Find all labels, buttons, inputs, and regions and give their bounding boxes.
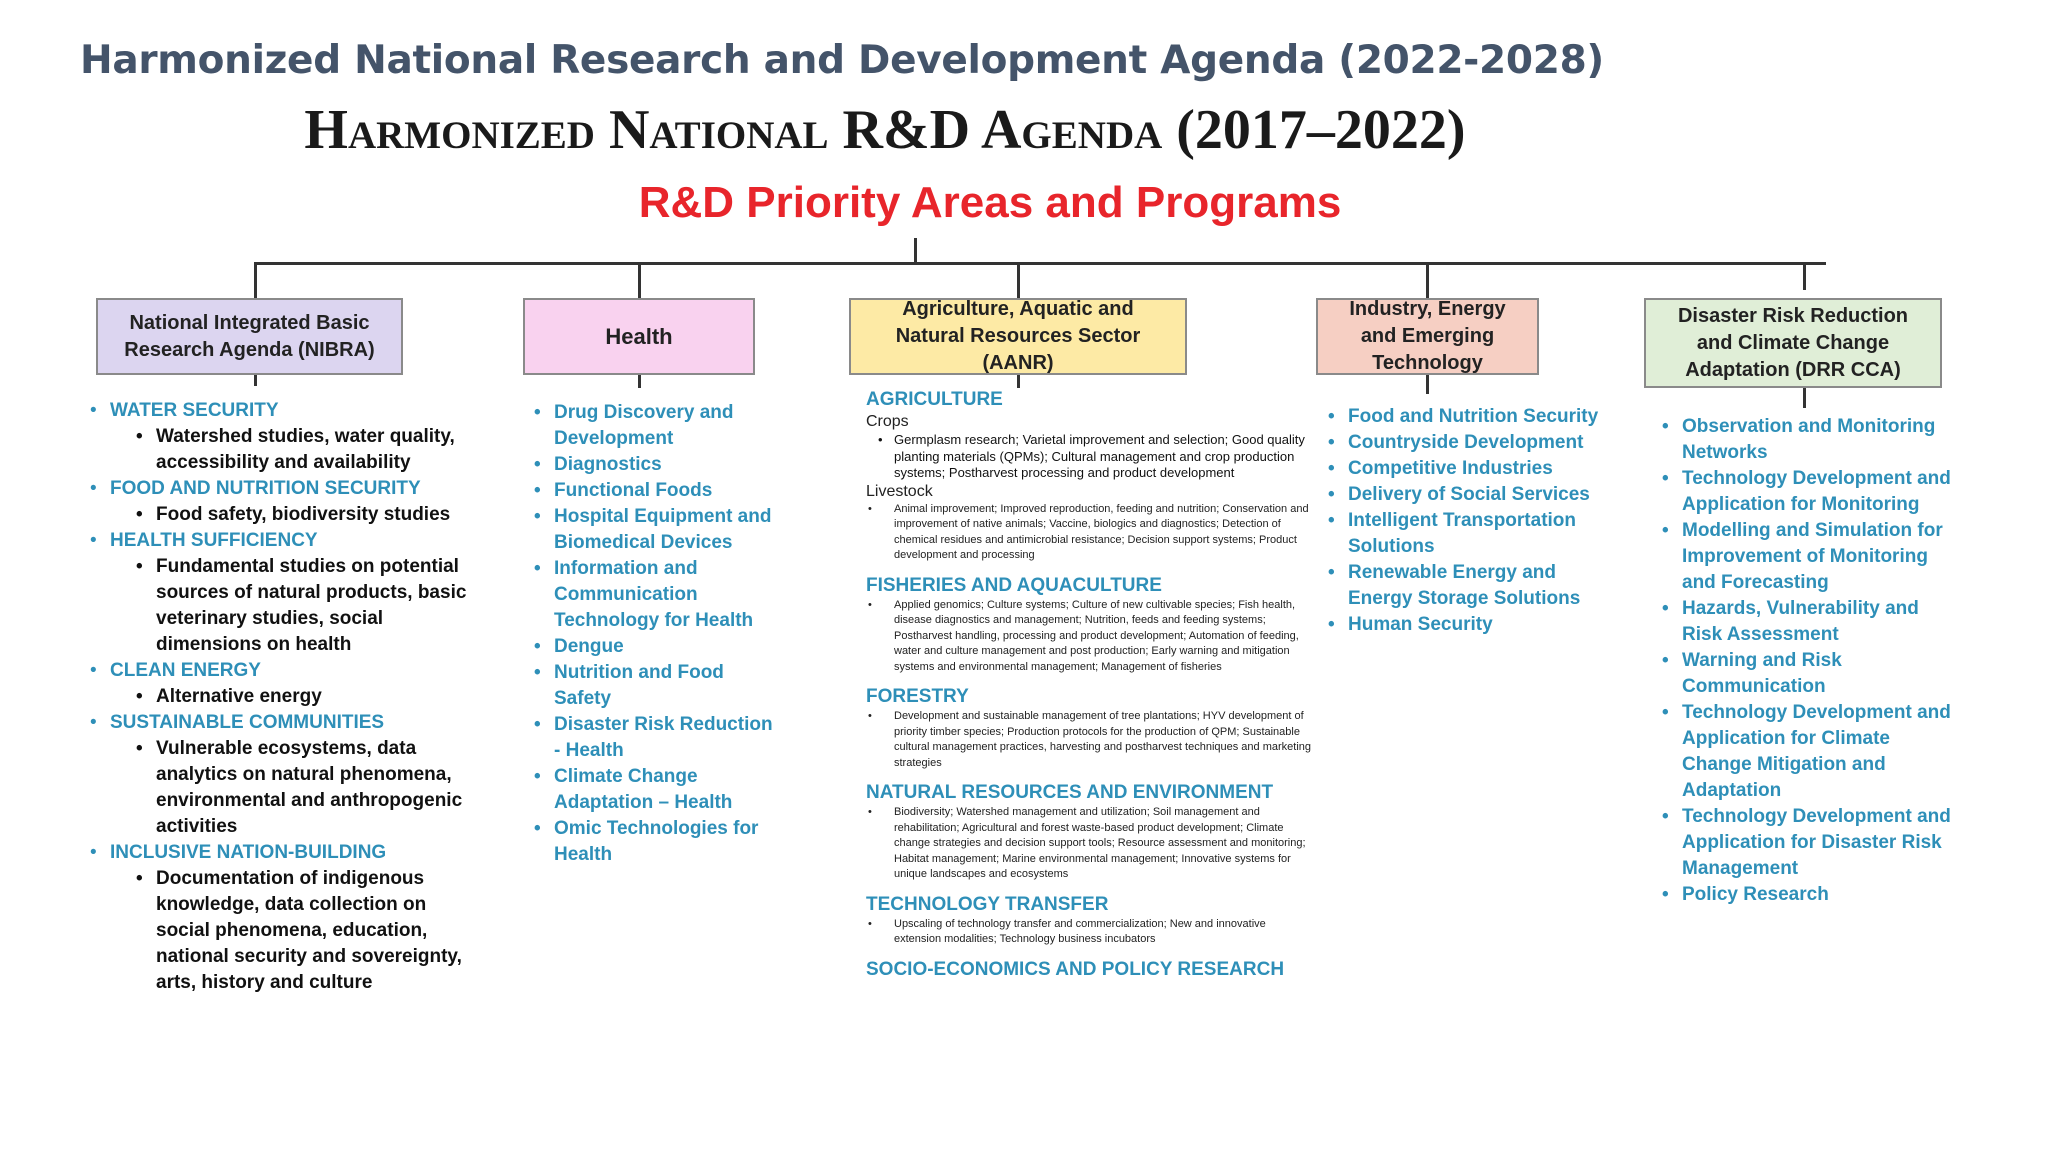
aanr-agriculture-heading: AGRICULTURE	[866, 389, 1003, 410]
drr-items	[1660, 414, 1960, 908]
nibra-section	[88, 840, 478, 996]
drr-box	[1644, 298, 1942, 388]
health-column	[532, 400, 782, 868]
connector-drr-down	[1803, 388, 1806, 408]
aanr-livestock-heading: Livestock	[866, 482, 933, 500]
aanr-box	[849, 298, 1187, 375]
slide-title: Harmonized National Research and Development Agenda (2022-2028)	[80, 38, 1604, 83]
health-items	[532, 400, 782, 868]
industry-item: • Countryside Development	[1326, 430, 1616, 456]
industry-box	[1316, 298, 1539, 375]
aanr-forestry-heading: FORESTRY	[866, 686, 969, 707]
aanr-title: Agriculture, Aquatic and Natural Resources Sector (AANR)	[895, 298, 1141, 374]
figure-subtitle: R&D Priority Areas and Programs	[638, 178, 1342, 227]
drr-title: Disaster Risk Reduction and Climate Change Adaptation (DRR CCA)	[1677, 304, 1909, 381]
aanr-crops-list	[866, 432, 1311, 482]
aanr-socio-heading: SOCIO-ECONOMICS AND POLICY RESEARCH	[866, 958, 1285, 980]
health-title: Health	[605, 323, 673, 349]
connector-industry	[1426, 262, 1429, 298]
aanr-tech-text: • Upscaling of technology transfer and commercialization; New and innovative extension modalities; Technology business incubators	[866, 917, 1311, 948]
nibra-section-label: SUSTAINABLE COMMUNITIES	[110, 712, 385, 733]
health-item: • Diagnostics	[532, 452, 782, 478]
aanr-livestock-text: • Animal improvement; Improved reproduction, feeding and nutrition; Conservation and improvement of native animals; Vaccine, biologics and diagnostics; Detection of chemical residues and antimicrobial resistance; Decision support systems; Product development and processing	[866, 502, 1311, 564]
health-item: • Functional Foods	[532, 478, 782, 504]
industry-title: Industry, Energy and Emerging Technology	[1349, 298, 1506, 374]
drr-item: • Technology Development and Application for Disaster Risk Management	[1660, 804, 1960, 882]
health-item: • Nutrition and Food Safety	[532, 660, 782, 712]
nibra-section-item: • Fundamental studies on potential sources of natural products, basic veterinary studies, social dimensions on health	[110, 554, 478, 658]
aanr-fisheries-heading: FISHERIES AND AQUACULTURE	[866, 574, 1162, 596]
health-item: • Climate Change Adaptation – Health	[532, 764, 782, 816]
agenda-figure	[20, 90, 2020, 1145]
industry-items	[1326, 404, 1616, 638]
nibra-box	[96, 298, 403, 375]
nibra-section-label: CLEAN ENERGY	[110, 660, 261, 681]
nibra-sections	[88, 398, 478, 996]
nibra-section-item: • Vulnerable ecosystems, data analytics on natural phenomena, environmental and anthropogenic activities	[110, 736, 478, 840]
aanr-nre-heading: NATURAL RESOURCES AND ENVIRONMENT	[866, 782, 1274, 803]
aanr-crops-item: • Germplasm research; Varietal improvement and selection; Good quality planting materials (QPMs); Cultural management and crop production systems; Postharvest processing and product development	[866, 432, 1311, 482]
connector-nibra-down	[254, 374, 257, 386]
nibra-section-label: WATER SECURITY	[110, 400, 279, 421]
drr-item: • Hazards, Vulnerability and Risk Assessment	[1660, 596, 1960, 648]
aanr-nre-text: • Biodiversity; Watershed management and utilization; Soil management and rehabilitation; Agricultural and forest waste-based product development; Climate change strategies and decision support tools; Resource assessment and monitoring; Habitat management; Marine environmental management; Innovative systems for unique landscapes and ecosystems	[866, 805, 1311, 883]
connector-horizontal	[254, 262, 1826, 265]
nibra-section	[88, 398, 478, 476]
health-item: • Dengue	[532, 634, 782, 660]
nibra-section	[88, 528, 478, 658]
health-box	[523, 298, 755, 375]
nibra-section	[88, 710, 478, 840]
nibra-section-label: HEALTH SUFFICIENCY	[110, 530, 318, 551]
health-item: • Information and Communication Technology for Health	[532, 556, 782, 634]
figure-title: Harmonized National R&D Agenda (2017–2022)	[304, 99, 1466, 161]
connector-drr	[1803, 262, 1806, 290]
health-item: • Hospital Equipment and Biomedical Devices	[532, 504, 782, 556]
nibra-section-label: INCLUSIVE NATION-BUILDING	[110, 842, 387, 863]
industry-column	[1326, 404, 1616, 638]
aanr-column	[866, 388, 1311, 982]
connector-health	[638, 262, 641, 298]
nibra-section-item: • Alternative energy	[110, 684, 478, 710]
nibra-column	[88, 398, 478, 996]
aanr-fisheries-text: • Applied genomics; Culture systems; Culture of new cultivable species; Fish health, disease diagnostics and management; Nutrition, feeds and feeding systems; Postharvest handling, processing and product development; Automation of feeding, water and culture management and post production; Early warning and mitigation systems and environmental management; Management of fisheries	[866, 598, 1311, 676]
drr-item: • Warning and Risk Communication	[1660, 648, 1960, 700]
connector-health-down	[638, 374, 641, 388]
drr-item: • Observation and Monitoring Networks	[1660, 414, 1960, 466]
health-item: • Disaster Risk Reduction - Health	[532, 712, 782, 764]
aanr-tech-heading: TECHNOLOGY TRANSFER	[866, 893, 1109, 915]
industry-item: • Intelligent Transportation Solutions	[1326, 508, 1616, 560]
nibra-section-label: FOOD AND NUTRITION SECURITY	[110, 478, 421, 499]
nibra-section-item: • Food safety, biodiversity studies	[110, 502, 478, 528]
aanr-forestry-text: • Development and sustainable management of tree plantations; HYV development of priority timber species; Production protocols for the production of QPM; Sustainable cultural management practices, harvesting and postharvest techniques and marketing strategies	[866, 709, 1311, 771]
connector-industry-down	[1426, 374, 1429, 394]
nibra-section	[88, 658, 478, 710]
nibra-section-item: • Watershed studies, water quality, accessibility and availability	[110, 424, 478, 476]
drr-item: • Technology Development and Application for Monitoring	[1660, 466, 1960, 518]
drr-item: • Modelling and Simulation for Improvement of Monitoring and Forecasting	[1660, 518, 1960, 596]
industry-item: • Delivery of Social Services	[1326, 482, 1616, 508]
aanr-crops-heading: Crops	[866, 413, 909, 430]
industry-item: • Human Security	[1326, 612, 1616, 638]
industry-item: • Renewable Energy and Energy Storage Solutions	[1326, 560, 1616, 612]
connector-nibra	[254, 262, 257, 298]
connector-aanr	[1017, 262, 1020, 298]
industry-item: • Food and Nutrition Security	[1326, 404, 1616, 430]
nibra-title: National Integrated Basic Research Agenda (NIBRA)	[124, 311, 375, 361]
drr-item: • Policy Research	[1660, 882, 1960, 908]
industry-item: • Competitive Industries	[1326, 456, 1616, 482]
connector-trunk	[914, 238, 917, 262]
drr-item: • Technology Development and Application for Climate Change Mitigation and Adaptation	[1660, 700, 1960, 804]
health-item: • Drug Discovery and Development	[532, 400, 782, 452]
nibra-section	[88, 476, 478, 528]
drr-column	[1660, 414, 1960, 908]
nibra-section-item: • Documentation of indigenous knowledge, data collection on social phenomena, education, national security and sovereignty, arts, history and culture	[110, 866, 478, 996]
health-item: • Omic Technologies for Health	[532, 816, 782, 868]
